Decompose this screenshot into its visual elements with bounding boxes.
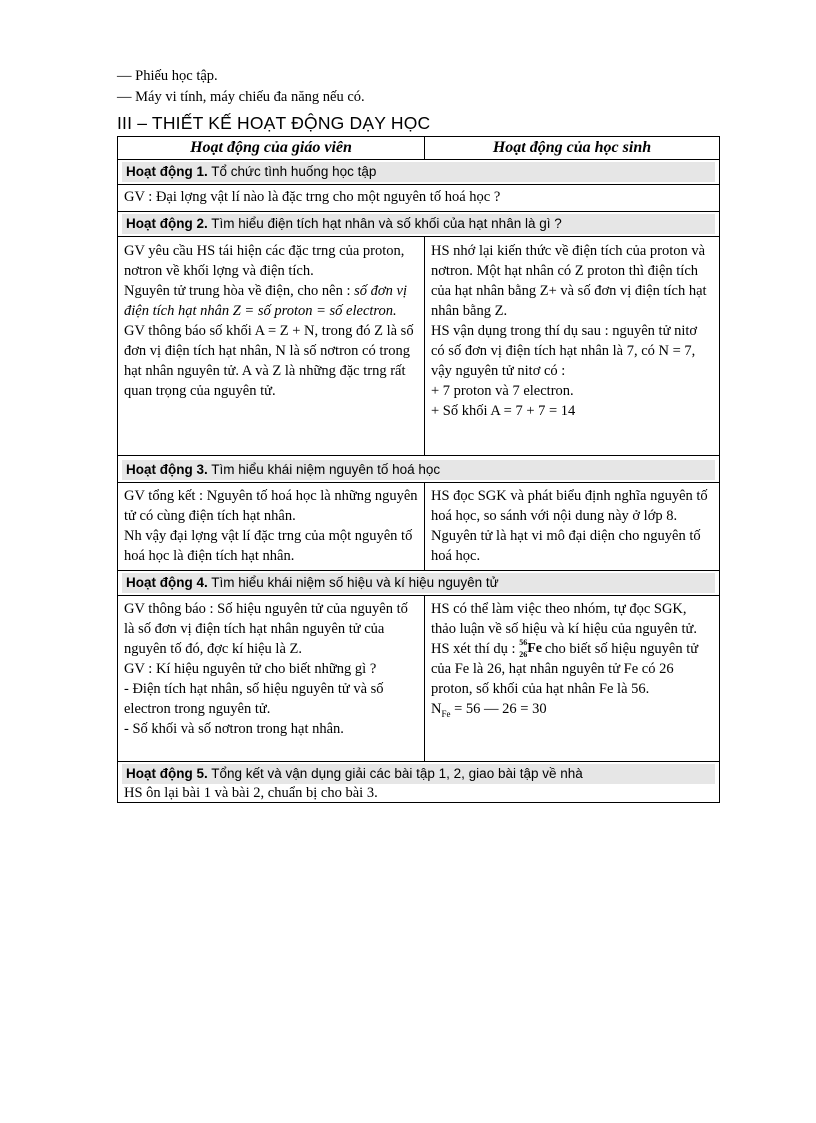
activity-5-text: HS ôn lại bài 1 và bài 2, chuẩn bị cho bài 3. <box>124 785 378 801</box>
activity-2-title: Hoạt động 2. Tìm hiểu điện tích hạt nhân và số khối của hạt nhân là gì ? <box>122 214 715 234</box>
activity-1-title-row <box>118 160 720 185</box>
activity-4-student: HS có thể làm việc theo nhóm, tự đọc SGK, thảo luận về số hiệu và kí hiệu của nguyên tử. HS xét thí dụ : 56 26 Fe cho biết số hiệu nguyên tử của Fe là 26, hạt nhân nguyên tử Fe có 26 proton, số khối của hạt nhân Fe là 56. $N_{Fe} = 56$ — 26 = 30 <box>425 596 720 762</box>
iron-isotope-symbol: 56 26 Fe <box>519 638 542 659</box>
intro-line-1: — Phiếu học tập. <box>117 68 218 84</box>
activity-2-student: HS nhớ lại kiến thức về điện tích của proton và nơtron. Một hạt nhân có Z proton thì điện tích của hạt nhân bằng Z+ và số đơn vị điện tích hạt nhân bằng Z. HS vận dụng trong thí dụ sau : nguyên tử nitơ có số đơn vị điện tích hạt nhân là 7, có N = 7, vậy nguyên tử nitơ có : + 7 proton và 7 electron. + Số khối A = 7 + 7 = 14 <box>425 237 720 456</box>
activity-3-title: Hoạt động 3. Tìm hiểu khái niệm nguyên tố hoá học <box>122 460 715 480</box>
activity-1-question: GV : Đại lợng vật lí nào là đặc trng cho một nguyên tố hoá học ? <box>118 185 720 212</box>
activity-1-content-row <box>118 185 720 212</box>
neutron-count-symbol: $N_{Fe}$ <box>431 701 451 719</box>
activity-5-title: Hoạt động 5. Tổng kết và vận dụng giải các bài tập 1, 2, giao bài tập về nhà <box>122 764 715 784</box>
lesson-table <box>117 136 720 803</box>
activity-3-title-row <box>118 456 720 483</box>
header-student: Hoạt động của học sinh <box>425 137 720 160</box>
activity-3-content-row <box>118 483 720 571</box>
intro-line-2: — Máy vi tính, máy chiếu đa năng nếu có. <box>117 89 365 105</box>
activity-4-title: Hoạt động 4. Tìm hiểu khái niệm số hiệu và kí hiệu nguyên tử <box>122 573 715 593</box>
activity-4-title-row <box>118 571 720 596</box>
activity-1-title: Hoạt động 1. Tổ chức tình huống học tập <box>122 162 715 182</box>
activity-5-title-row <box>118 762 720 803</box>
activity-2-content-row <box>118 237 720 456</box>
activity-3-student: HS đọc SGK và phát biểu định nghĩa nguyên tố hoá học, so sánh với nội dung này ở lớp 8. Nguyên tử là hạt vi mô đại diện cho nguyên tố hoá học. <box>425 483 720 571</box>
activity-2-teacher: GV yêu cầu HS tái hiện các đặc trng của proton, nơtron về khối lợng và điện tích. Nguyên tử trung hòa về điện, cho nên : số đơn vị điện tích hạt nhân Z = số proton = số electron. GV thông báo số khối A = Z + N, trong đó Z là số đơn vị điện tích hạt nhân, N là số nơtron có trong hạt nhân nguyên tử. A và Z là những đặc trng rất quan trọng của nguyên tử. <box>118 237 425 456</box>
header-teacher: Hoạt động của giáo viên <box>118 137 425 160</box>
activity-3-teacher: GV tổng kết : Nguyên tố hoá học là những nguyên tử có cùng điện tích hạt nhân. Nh vậy đại lợng vật lí đặc trng của một nguyên tố hoá học là điện tích hạt nhân. <box>118 483 425 571</box>
table-header-row <box>118 137 720 160</box>
activity-4-teacher: GV thông báo : Số hiệu nguyên tử của nguyên tố là số đơn vị điện tích hạt nhân nguyên tử của nguyên tố đó, đợc kí hiệu là Z. GV : Kí hiệu nguyên tử cho biết những gì ? - Điện tích hạt nhân, số hiệu nguyên tử và số electron trong nguyên tử. - Số khối và số nơtron trong hạt nhân. <box>118 596 425 762</box>
activity-4-content-row <box>118 596 720 762</box>
activity-2-title-row <box>118 212 720 237</box>
section-title: III – THIẾT KẾ HOẠT ĐỘNG DẠY HỌC <box>117 113 431 133</box>
